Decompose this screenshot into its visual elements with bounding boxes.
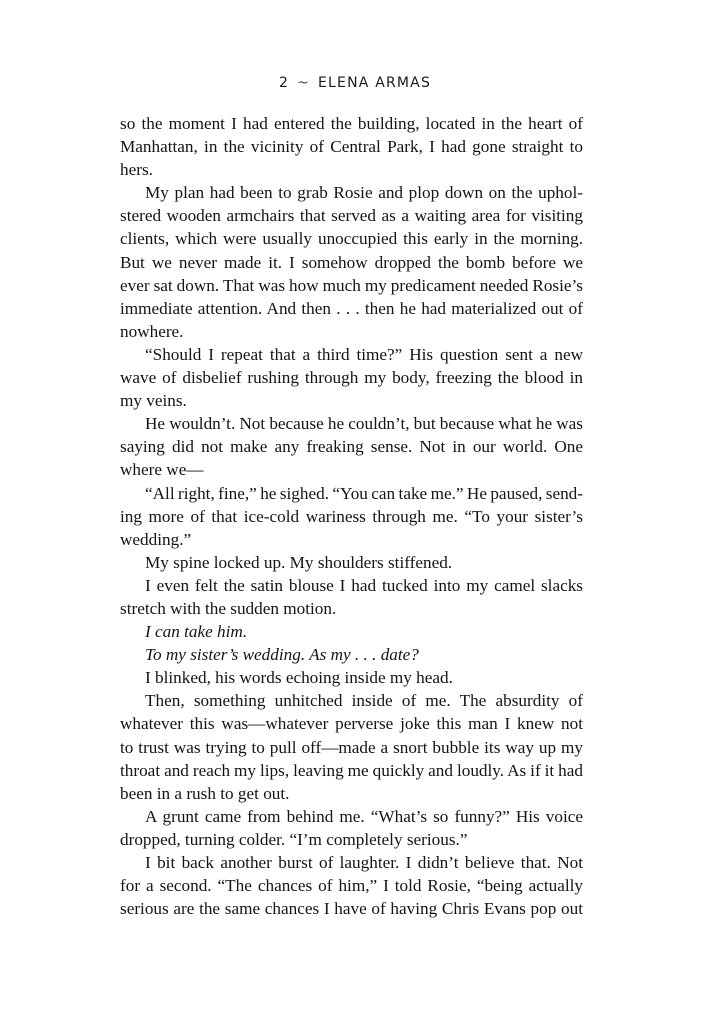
text-line: to trust was trying to pull off—made a snort bubble its way up my [120, 737, 583, 757]
text-line: ing more of that ice-cold wariness through me. “To your sister’s [120, 506, 583, 526]
text-line: wave of disbelief rushing through my body, freezing the blood in [120, 368, 583, 388]
body-text [120, 112, 583, 920]
text-line: nowhere. [120, 321, 184, 341]
running-head-separator: ~ [297, 75, 310, 91]
page-number: 2 [278, 75, 290, 91]
text-line: “Should I repeat that a third time?” His question sent a new [145, 344, 583, 364]
text-line: A grunt came from behind me. “What’s so funny?” His voice [145, 806, 583, 826]
text-line: whatever this was—whatever perverse joke this man I knew not [120, 714, 583, 734]
text-line: I can take him. [145, 622, 248, 642]
text-line: for a second. “The chances of him,” I told Rosie, “being actually [120, 876, 583, 896]
text-line: dropped, turning colder. “I’m completely serious.” [120, 829, 468, 849]
text-line: My spine locked up. My shoulders stiffened. [145, 552, 453, 572]
text-line: But we never made it. I somehow dropped the bomb before we [120, 252, 583, 272]
text-line: To my sister’s wedding. As my . . . date? [145, 645, 419, 665]
text-line: stretch with the sudden motion. [120, 598, 337, 618]
author-name: ELENA ARMAS [318, 75, 432, 91]
text-line: throat and reach my lips, leaving me quickly and loudly. As if it had [120, 760, 583, 780]
text-line: I even felt the satin blouse I had tucked into my camel slacks [145, 575, 583, 595]
text-line: serious are the same chances I have of having Chris Evans pop out [120, 899, 583, 919]
text-line: been in a rush to get out. [120, 783, 290, 803]
text-line: I blinked, his words echoing inside my head. [145, 668, 453, 688]
text-line: I bit back another burst of laughter. I didn’t believe that. Not [145, 853, 583, 872]
text-line: wedding.” [120, 529, 192, 549]
text-line: immediate attention. And then . . . then he had materialized out of [120, 298, 583, 318]
text-line: ever sat down. That was how much my predicament needed Rosie’s [120, 275, 583, 295]
text-line: so the moment I had entered the building, located in the heart of [120, 114, 583, 133]
text-line: Manhattan, in the vicinity of Central Park, I had gone straight to [120, 137, 583, 157]
text-line: clients, which were usually unoccupied this early in the morning. [120, 229, 583, 249]
text-line: stered wooden armchairs that served as a waiting area for visiting [120, 206, 583, 226]
text-line: where we— [120, 460, 204, 480]
text-line: “All right, fine,” he sighed. “You can take me.” He paused, send- [145, 483, 583, 503]
text-line: He wouldn’t. Not because he couldn’t, but because what he was [145, 414, 583, 434]
running-head [0, 73, 710, 93]
text-line: My plan had been to grab Rosie and plop down on the uphol- [145, 183, 583, 203]
text-line: my veins. [120, 391, 187, 411]
text-line: Then, something unhitched inside of me. The absurdity of [145, 691, 583, 711]
text-line: hers. [120, 160, 153, 180]
text-line: saying did not make any freaking sense. Not in our world. One [120, 437, 583, 457]
